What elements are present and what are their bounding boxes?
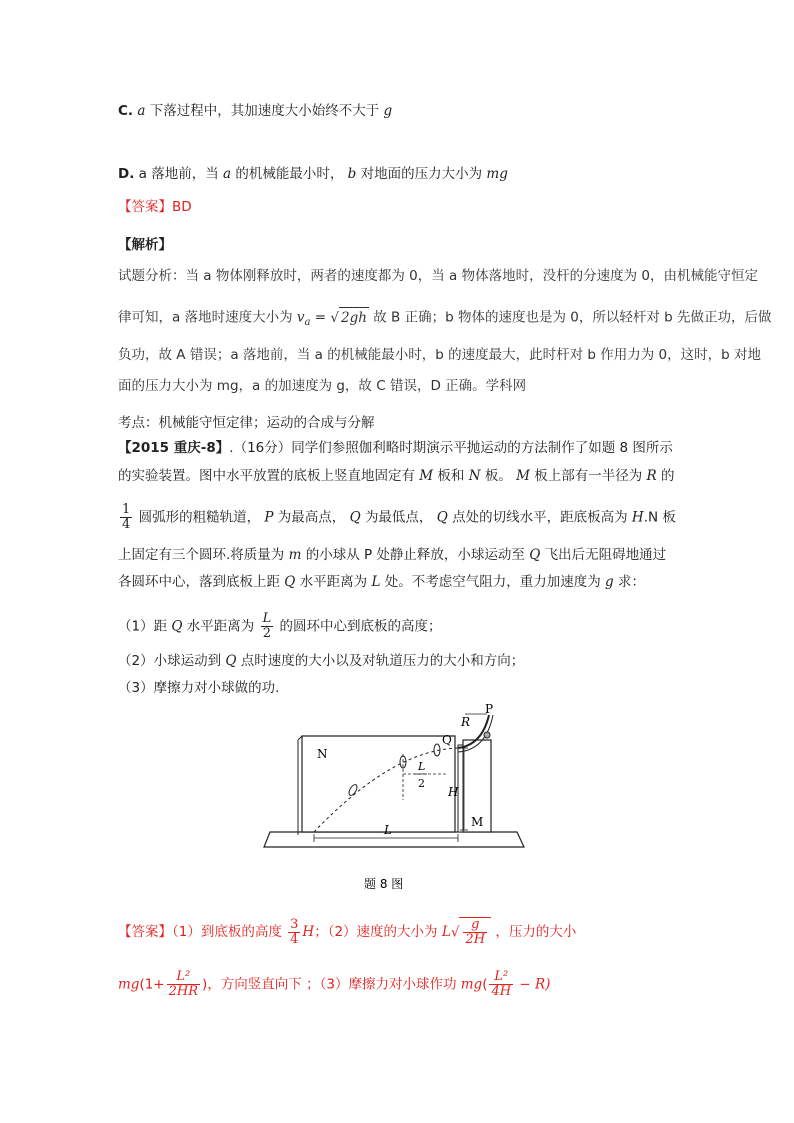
- option-d: D. a 落地前，当 a 的机械能最小时， b 对地面的压力大小为 mg: [118, 166, 508, 182]
- problem-line-4: 上固定有三个圆环.将质量为 m 的小球从 P 处静止释放，小球运动至 Q 飞出后无阻碍地通过: [118, 547, 667, 563]
- analysis-line-4: 面的压力大小为 mg，a 的加速度为 g，故 C 错误，D 正确。学科网: [118, 378, 527, 394]
- problem-line-2: 的实验装置。图中水平放置的底板上竖直地固定有 M 板和 N 板。 M 板上部有一半径为 R 的: [118, 468, 675, 484]
- label-l: L: [384, 823, 392, 837]
- label-h: H: [448, 785, 459, 799]
- fraction-l2-4h: $\frac{\text{L²}}{4H}$: [491, 969, 512, 999]
- base-plate: [264, 832, 524, 847]
- fraction-one-quarter: $\frac{1}{4}$: [122, 502, 131, 532]
- question-3: （3）摩擦力对小球做的功.: [118, 680, 280, 696]
- sqrt-g-over-2h: √ $\frac{g}{2H}$: [451, 917, 491, 947]
- answer-line-1: 【答案】（1）到底板的高度 $\frac{3}{4}$ H；（2）速度的大小为 L√ $\frac{g}{2H}$ ，压力的大小: [118, 916, 577, 947]
- question-1: （1）距 Q 水平距离为 $\frac{L}{2}$ 的圆环中心到底板的高度；: [118, 611, 442, 641]
- fraction-l-over-2: $\frac{L}{2}$: [262, 611, 272, 641]
- label-r: R: [461, 715, 471, 729]
- fraction-l2-2hr: $\frac{\text{L²}}{2HR}$: [168, 969, 199, 999]
- apparatus-figure: [262, 700, 532, 900]
- label-q: Q: [442, 733, 452, 747]
- label-n: N: [317, 747, 328, 761]
- problem-line-1: 【2015 重庆-8】.（16分）同学们参照伽利略时期演示平抛运动的方法制作了如题 8 图所示: [118, 440, 673, 456]
- label-p: P: [485, 702, 494, 716]
- figure-caption: 题 8 图: [364, 877, 404, 891]
- answer-line-2: mg(1+ $\frac{\text{L²}}{2HR}$ )，方向竖直向下 ；（3）摩擦力对小球作功 mg( $\frac{\text{L²}}{4H}$ − R): [118, 969, 551, 999]
- sqrt-symbol: √ 2gh: [330, 307, 369, 328]
- question-2: （2）小球运动到 Q 点时速度的大小以及对轨道压力的大小和方向；: [118, 653, 525, 669]
- analysis-line-2: 律可知，a 落地时速度大小为 $v_a$ = √ 2gh 故 B 正确；b 物体的速度也是为 0，所以轻杆对 b 先做正功，后做: [118, 307, 771, 333]
- fraction-3-4: $\frac{3}{4}$: [290, 916, 299, 947]
- ball: [484, 732, 490, 738]
- analysis-title: 【解析】: [118, 237, 172, 253]
- label-l2-den: 2: [418, 777, 425, 790]
- answer-tag-1: 【答案】BD: [118, 199, 192, 215]
- problem-line-3: $\frac{1}{4}$ 圆弧形的粗糙轨道， P 为最高点， Q 为最低点， Q 点处的切线水平，距底板高为 H.N 板: [122, 502, 676, 532]
- label-l2-num: L: [418, 760, 426, 773]
- option-c: C. a 下落过程中，其加速度大小始终不大于 g: [118, 103, 393, 119]
- problem-line-5: 各圆环中心，落到底板上距 Q 水平距离为 L 处。不考虑空气阻力，重力加速度为 g 求：: [118, 574, 645, 590]
- label-m: M: [471, 815, 484, 829]
- kaodian: 考点：机械能守恒定律；运动的合成与分解: [118, 415, 375, 431]
- analysis-line-1: 试题分析：当 a 物体刚释放时，两者的速度都为 0，当 a 物体落地时，没杆的分速度为 0，由机械能守恒定: [118, 268, 758, 284]
- analysis-line-3: 负功，故 A 错误；a 落地前，当 a 的机械能最小时，b 的速度最大，此时杆对 b 作用力为 0，这时，b 对地: [118, 347, 761, 363]
